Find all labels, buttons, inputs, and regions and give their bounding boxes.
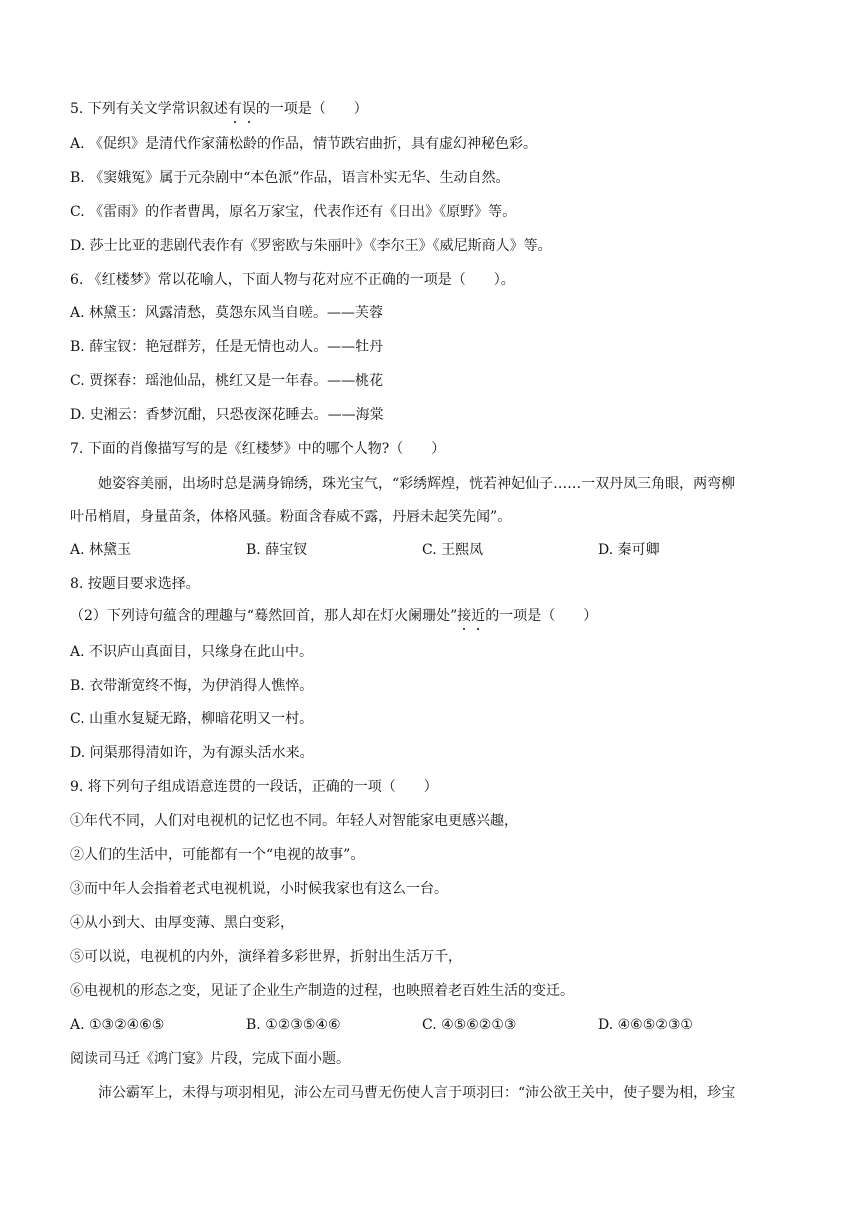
q7-stem: 7. 下面的肖像描写写的是《红楼梦》中的哪个人物?（ ） bbox=[70, 441, 446, 457]
q5-option-b: B. 《窦娥冤》属于元杂剧中“本色派”作品，语言朴实无华、生动自然。 bbox=[70, 170, 510, 186]
q8-emphasis-char: 近 bbox=[471, 608, 486, 624]
reading-passage-line1: 沛公霸军上，未得与项羽相见，沛公左司马曹无伤使人言于项羽曰：“沛公欲王关中，使子婴为相，珍宝 bbox=[98, 1085, 736, 1101]
q7-option-c: C. 王熙凤 bbox=[422, 542, 484, 558]
q8-option-c: C. 山重水复疑无路，柳暗花明又一村。 bbox=[70, 711, 314, 727]
q7-option-a: A. 林黛玉 bbox=[70, 542, 132, 558]
q5-option-a: A. 《促织》是清代作家蒲松龄的作品，情节跌宕曲折，具有虚幻神秘色彩。 bbox=[70, 136, 538, 152]
q6-option-b: B. 薛宝钗：艳冠群芳，任是无情也动人。——牡丹 bbox=[70, 339, 384, 355]
q5-option-c: C. 《雷雨》的作者曹禺，原名万家宝，代表作还有《日出》《原野》等。 bbox=[70, 204, 517, 220]
q8-subquestion bbox=[70, 606, 597, 626]
q9-sentence-1: ①年代不同，人们对电视机的记忆也不同。年轻人对智能家电更感兴趣， bbox=[70, 813, 518, 829]
q7-passage-line1: 她姿容美丽，出场时总是满身锦绣，珠光宝气，“彩绣辉煌，恍若神妃仙子……一双丹凤三角眼，两弯柳 bbox=[98, 476, 736, 492]
q6-stem: 6. 《红楼梦》常以花喻人，下面人物与花对应不正确的一项是（ ）。 bbox=[70, 272, 515, 288]
q7-option-b: B. 薛宝钗 bbox=[246, 542, 308, 558]
q8-sub-text: 的一项是（ ） bbox=[485, 608, 598, 624]
q9-sentence-6: ⑥电视机的形态之变，见证了企业生产制造的过程，也映照着老百姓生活的变迁。 bbox=[70, 983, 574, 999]
q7-option-d: D. 秦可卿 bbox=[598, 542, 660, 558]
q8-emphasis-char: 接 bbox=[457, 608, 472, 624]
q5-stem bbox=[70, 99, 368, 119]
q5-stem-text: 的一项是（ ） bbox=[255, 101, 368, 117]
q9-sentence-3: ③而中年人会指着老式电视机说，小时候我家也有这么一台。 bbox=[70, 881, 448, 897]
q8-option-b: B. 衣带渐宽终不悔，为伊消得人憔悴。 bbox=[70, 678, 314, 694]
q5-emphasis-char: 有 bbox=[227, 101, 242, 117]
reading-intro: 阅读司马迁《鸿门宴》片段，完成下面小题。 bbox=[70, 1051, 350, 1067]
q7-passage-line2: 叶吊梢眉，身量苗条，体格风骚。粉面含春威不露，丹唇未起笑先闻”。 bbox=[70, 509, 512, 525]
q8-option-d: D. 问渠那得清如许，为有源头活水来。 bbox=[70, 745, 314, 761]
q9-sentence-2: ②人们的生活中，可能都有一个“电视的故事”。 bbox=[70, 847, 365, 863]
q6-option-a: A. 林黛玉：风露清愁，莫怨东风当自嗟。——芙蓉 bbox=[70, 305, 384, 321]
q9-sentence-5: ⑤可以说，电视机的内外，演绎着多彩世界，折射出生活万千， bbox=[70, 949, 462, 965]
q5-option-d: D. 莎士比亚的悲剧代表作有《罗密欧与朱丽叶》《李尔王》《威尼斯商人》等。 bbox=[70, 238, 552, 254]
q9-stem: 9. 将下列句子组成语意连贯的一段话，正确的一项（ ） bbox=[70, 779, 438, 795]
q8-option-a: A. 不识庐山真面目，只缘身在此山中。 bbox=[70, 644, 314, 660]
q6-option-c: C. 贾探春：瑶池仙品，桃红又是一年春。——桃花 bbox=[70, 373, 384, 389]
q8-sub-text: （2）下列诗句蕴含的理趣与“蓦然回首，那人却在灯火阑珊处” bbox=[70, 608, 458, 624]
q8-stem: 8. 按题目要求选择。 bbox=[70, 576, 200, 592]
q9-option-b: B. ①②③⑤④⑥ bbox=[246, 1017, 341, 1033]
q9-sentence-4: ④从小到大、由厚变薄、黑白变彩， bbox=[70, 915, 294, 931]
q5-emphasis-char: 误 bbox=[241, 101, 256, 117]
q9-option-a: A. ①③②④⑥⑤ bbox=[70, 1017, 165, 1033]
q5-stem-text: 5. 下列有关文学常识叙述 bbox=[70, 101, 228, 117]
q9-option-d: D. ④⑥⑤②③① bbox=[598, 1017, 693, 1033]
q9-option-c: C. ④⑤⑥②①③ bbox=[422, 1017, 517, 1033]
q6-option-d: D. 史湘云：香梦沉酣，只恐夜深花睡去。——海棠 bbox=[70, 407, 384, 423]
